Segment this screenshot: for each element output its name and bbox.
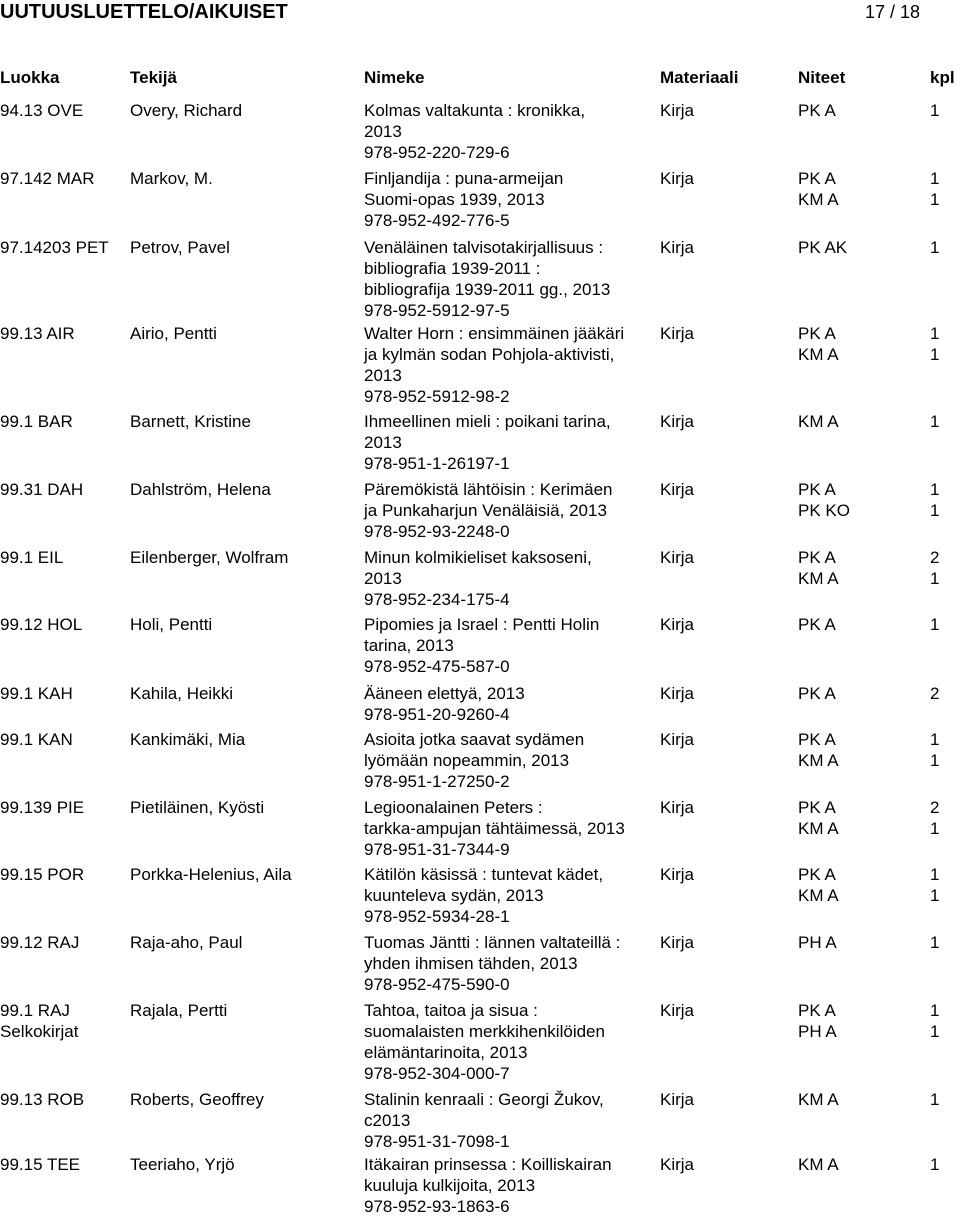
cell-kpl-line: 1 [930,886,940,905]
cell-nimeke [364,932,654,995]
page-title: UUTUUSLUETTELO/AIKUISET [0,1,288,23]
cell-nimeke [364,614,654,677]
cell-tekija-line: Kahila, Heikki [130,684,233,703]
cell-materiaali-line: Kirja [660,730,695,749]
cell-luokka-line: 97.14203 PET [0,238,109,257]
cell-luokka-line: 99.15 TEE [0,1155,81,1174]
column-header-niteet: Niteet [798,68,846,87]
cell-luokka-line: 97.142 MAR [0,169,95,188]
cell-niteet-line: PK A [798,798,836,817]
cell-nimeke-line: Walter Horn : ensimmäinen jääkäri [364,324,625,343]
cell-nimeke-line: 978-952-492-776-5 [364,211,510,230]
cell-luokka [0,100,125,121]
cell-tekija-line: Roberts, Geoffrey [130,1090,264,1109]
cell-niteet [798,932,918,953]
cell-luokka [0,237,125,258]
cell-luokka-line: 99.1 RAJ [0,1001,70,1020]
cell-niteet [798,547,918,589]
cell-nimeke-line: 978-952-93-1863-6 [364,1197,510,1216]
cell-nimeke-line: 978-952-93-2248-0 [364,522,510,541]
cell-niteet [798,1000,918,1042]
cell-niteet-line: PK A [798,1001,836,1020]
cell-luokka [0,864,125,885]
cell-materiaali [660,323,740,344]
cell-nimeke-line: elämäntarinoita, 2013 [364,1043,528,1062]
cell-kpl-line: 2 [930,684,940,703]
cell-kpl [930,864,958,906]
cell-nimeke-line: 978-951-1-26197-1 [364,454,510,473]
cell-niteet-line: KM A [798,1090,839,1109]
cell-nimeke-line: tarina, 2013 [364,636,454,655]
cell-luokka [0,1089,125,1110]
cell-nimeke [364,729,654,792]
cell-luokka-line: 99.12 RAJ [0,933,80,952]
cell-niteet-line: PK A [798,548,836,567]
cell-tekija-line: Teeriaho, Yrjö [130,1155,235,1174]
cell-niteet [798,237,918,258]
cell-nimeke [364,864,654,927]
cell-nimeke-line: 978-951-20-9260-4 [364,705,510,724]
cell-nimeke-line: tarkka-ampujan tähtäimessä, 2013 [364,819,625,838]
cell-nimeke-line: Ääneen elettyä, 2013 [364,684,525,703]
cell-nimeke-line: suomalaisten merkkihenkilöiden [364,1022,605,1041]
column-header-nimeke: Nimeke [364,68,425,87]
cell-nimeke-line: Päremökistä lähtöisin : Kerimäen [364,480,613,499]
cell-nimeke-line: 978-952-5912-97-5 [364,301,510,320]
cell-materiaali [660,100,740,121]
cell-kpl-line: 1 [930,730,940,749]
cell-tekija-line: Overy, Richard [130,101,243,120]
cell-niteet-line: PK A [798,615,836,634]
cell-tekija [130,729,360,750]
cell-materiaali [660,729,740,750]
cell-nimeke-line: Minun kolmikieliset kaksoseni, [364,548,592,567]
cell-kpl-line: 1 [930,933,940,952]
cell-materiaali-line: Kirja [660,615,695,634]
cell-kpl [930,932,958,953]
cell-materiaali-line: Kirja [660,1001,695,1020]
cell-tekija [130,683,360,704]
cell-niteet-line: PK A [798,865,836,884]
cell-materiaali-line: Kirja [660,238,695,257]
cell-tekija-line: Porkka-Helenius, Aila [130,865,292,884]
cell-nimeke-line: kuuluja kulkijoita, 2013 [364,1176,536,1195]
cell-kpl-line: 1 [930,501,940,520]
cell-materiaali [660,614,740,635]
cell-kpl [930,237,958,258]
cell-luokka-line: 99.12 HOL [0,615,83,634]
cell-tekija [130,1154,360,1175]
cell-nimeke-line: 978-951-31-7344-9 [364,840,510,859]
cell-tekija-line: Pietiläinen, Kyösti [130,798,265,817]
cell-nimeke-line: Itäkairan prinsessa : Koilliskairan [364,1155,612,1174]
cell-tekija [130,479,360,500]
cell-kpl [930,100,958,121]
cell-luokka-line: 99.1 BAR [0,412,73,431]
cell-kpl [930,729,958,771]
cell-niteet-line: PK A [798,730,836,749]
cell-materiaali-line: Kirja [660,324,695,343]
cell-nimeke-line: Tahtoa, taitoa ja sisua : [364,1001,538,1020]
cell-kpl-line: 1 [930,169,940,188]
cell-materiaali-line: Kirja [660,548,695,567]
cell-niteet-line: PH A [798,1022,837,1041]
cell-niteet [798,323,918,365]
cell-luokka-line: 94.13 OVE [0,101,84,120]
cell-kpl-line: 1 [930,238,940,257]
cell-nimeke [364,411,654,474]
cell-niteet-line: PK A [798,480,836,499]
cell-materiaali-line: Kirja [660,865,695,884]
cell-niteet-line: KM A [798,886,839,905]
cell-nimeke [364,168,654,231]
cell-materiaali [660,479,740,500]
cell-kpl-line: 1 [930,412,940,431]
cell-materiaali-line: Kirja [660,412,695,431]
cell-kpl-line: 1 [930,345,940,364]
cell-niteet-line: KM A [798,819,839,838]
cell-kpl [930,547,958,589]
cell-tekija-line: Markov, M. [130,169,213,188]
cell-nimeke-line: 978-952-475-587-0 [364,657,510,676]
cell-nimeke-line: Stalinin kenraali : Georgi Žukov, [364,1090,604,1109]
cell-niteet [798,614,918,635]
cell-tekija [130,323,360,344]
cell-kpl [930,1089,958,1110]
cell-materiaali-line: Kirja [660,798,695,817]
cell-niteet-line: KM A [798,412,839,431]
cell-materiaali [660,547,740,568]
cell-luokka [0,614,125,635]
cell-tekija-line: Petrov, Pavel [130,238,230,257]
cell-niteet-line: PH A [798,933,837,952]
cell-luokka-line: 99.15 POR [0,865,85,884]
cell-tekija [130,100,360,121]
cell-niteet [798,864,918,906]
cell-luokka [0,1000,125,1042]
cell-niteet-line: PK A [798,101,836,120]
cell-nimeke-line: lyömään nopeammin, 2013 [364,751,570,770]
cell-nimeke [364,1154,654,1217]
cell-luokka [0,729,125,750]
column-header-tekija: Tekijä [130,68,177,87]
cell-nimeke-line: bibliografija 1939-2011 gg., 2013 [364,280,611,299]
cell-niteet-line: PK A [798,169,836,188]
cell-tekija-line: Barnett, Kristine [130,412,251,431]
cell-kpl-line: 1 [930,569,940,588]
cell-materiaali [660,411,740,432]
cell-kpl [930,683,958,704]
cell-materiaali [660,1089,740,1110]
cell-niteet-line: PK A [798,684,836,703]
cell-kpl [930,1154,958,1175]
cell-materiaali-line: Kirja [660,933,695,952]
cell-kpl-line: 1 [930,751,940,770]
cell-nimeke-line: 978-952-304-000-7 [364,1064,510,1083]
cell-nimeke-line: 2013 [364,569,402,588]
cell-luokka [0,797,125,818]
cell-luokka [0,411,125,432]
cell-nimeke-line: Venäläinen talvisotakirjallisuus : [364,238,604,257]
cell-luokka [0,479,125,500]
cell-tekija [130,237,360,258]
cell-kpl-line: 1 [930,615,940,634]
cell-tekija [130,168,360,189]
cell-materiaali-line: Kirja [660,480,695,499]
cell-nimeke-line: kuunteleva sydän, 2013 [364,886,544,905]
cell-materiaali-line: Kirja [660,1155,695,1174]
cell-materiaali [660,237,740,258]
cell-tekija [130,932,360,953]
cell-tekija [130,1089,360,1110]
cell-kpl-line: 2 [930,548,940,567]
cell-nimeke-line: Kolmas valtakunta : kronikka, [364,101,586,120]
cell-nimeke-line: 978-952-475-590-0 [364,975,510,994]
cell-tekija [130,797,360,818]
cell-nimeke [364,1089,654,1152]
cell-nimeke-line: 2013 [364,122,402,141]
cell-materiaali-line: Kirja [660,684,695,703]
cell-luokka [0,1154,125,1175]
cell-tekija [130,614,360,635]
cell-luokka-line: 99.1 KAN [0,730,73,749]
cell-luokka-line: 99.13 ROB [0,1090,85,1109]
cell-materiaali [660,683,740,704]
cell-luokka-line: 99.1 EIL [0,548,64,567]
cell-kpl [930,614,958,635]
cell-nimeke-line: Suomi-opas 1939, 2013 [364,190,545,209]
cell-niteet [798,797,918,839]
cell-nimeke-line: 2013 [364,366,402,385]
cell-tekija-line: Kankimäki, Mia [130,730,246,749]
cell-nimeke-line: Ihmeellinen mieli : poikani tarina, [364,412,611,431]
cell-luokka [0,168,125,189]
cell-tekija [130,547,360,568]
cell-luokka [0,932,125,953]
cell-tekija-line: Rajala, Pertti [130,1001,228,1020]
cell-nimeke-line: Tuomas Jäntti : lännen valtateillä : [364,933,621,952]
cell-nimeke-line: ja Punkaharjun Venäläisiä, 2013 [364,501,607,520]
cell-kpl [930,1000,958,1042]
cell-nimeke-line: 978-952-234-175-4 [364,590,510,609]
cell-nimeke [364,100,654,163]
cell-nimeke-line: 978-952-5912-98-2 [364,387,510,406]
cell-materiaali [660,932,740,953]
cell-luokka-line: 99.31 DAH [0,480,84,499]
cell-nimeke-line: Asioita jotka saavat sydämen [364,730,585,749]
cell-kpl-line: 1 [930,819,940,838]
cell-nimeke [364,237,654,321]
cell-kpl-line: 1 [930,190,940,209]
cell-kpl-line: 1 [930,101,940,120]
cell-kpl [930,168,958,210]
cell-tekija-line: Airio, Pentti [130,324,217,343]
cell-niteet-line: PK KO [798,501,850,520]
cell-niteet-line: PK A [798,324,836,343]
cell-tekija [130,864,360,885]
cell-luokka-line: 99.1 KAH [0,684,73,703]
page-number: 17 / 18 [864,2,920,22]
cell-nimeke-line: bibliografia 1939-2011 : [364,259,541,278]
cell-niteet-line: KM A [798,751,839,770]
cell-materiaali [660,1154,740,1175]
cell-materiaali-line: Kirja [660,1090,695,1109]
cell-luokka-line: Selkokirjat [0,1022,79,1041]
cell-niteet-line: KM A [798,345,839,364]
cell-nimeke-line: yhden ihmisen tähden, 2013 [364,954,578,973]
cell-materiaali-line: Kirja [660,169,695,188]
cell-materiaali-line: Kirja [660,101,695,120]
cell-kpl-line: 1 [930,1022,940,1041]
cell-materiaali [660,797,740,818]
cell-niteet [798,168,918,210]
cell-nimeke-line: 978-951-1-27250-2 [364,772,510,791]
cell-luokka [0,547,125,568]
cell-tekija-line: Holi, Pentti [130,615,213,634]
cell-nimeke-line: 978-952-5934-28-1 [364,907,510,926]
cell-kpl-line: 1 [930,1155,940,1174]
cell-kpl-line: 1 [930,865,940,884]
cell-materiaali [660,864,740,885]
cell-nimeke-line: 978-951-31-7098-1 [364,1132,510,1151]
cell-tekija-line: Dahlström, Helena [130,480,271,499]
cell-nimeke [364,797,654,860]
cell-nimeke-line: 2013 [364,433,402,452]
cell-niteet [798,100,918,121]
cell-niteet [798,729,918,771]
cell-kpl-line: 2 [930,798,940,817]
column-header-materiaali: Materiaali [660,68,739,87]
cell-nimeke-line: Finljandija : puna-armeijan [364,169,564,188]
cell-nimeke-line: 978-952-220-729-6 [364,143,510,162]
cell-tekija-line: Eilenberger, Wolfram [130,548,289,567]
cell-niteet [798,411,918,432]
cell-kpl [930,479,958,521]
cell-materiaali [660,168,740,189]
cell-niteet [798,1154,918,1175]
cell-niteet-line: PK AK [798,238,848,257]
cell-luokka-line: 99.13 AIR [0,324,75,343]
column-header-luokka: Luokka [0,68,60,87]
cell-luokka [0,683,125,704]
cell-niteet [798,1089,918,1110]
cell-nimeke [364,683,654,725]
cell-materiaali [660,1000,740,1021]
cell-nimeke [364,323,654,407]
cell-luokka [0,323,125,344]
cell-nimeke-line: Legioonalainen Peters : [364,798,543,817]
cell-kpl [930,411,958,432]
cell-nimeke-line: Kätilön käsissä : tuntevat kädet, [364,865,604,884]
cell-kpl-line: 1 [930,1090,940,1109]
cell-nimeke [364,1000,654,1084]
cell-tekija [130,411,360,432]
cell-niteet [798,683,918,704]
cell-kpl [930,323,958,365]
cell-niteet-line: KM A [798,1155,839,1174]
cell-luokka-line: 99.139 PIE [0,798,85,817]
cell-nimeke-line: Pipomies ja Israel : Pentti Holin [364,615,600,634]
cell-kpl-line: 1 [930,1001,940,1020]
cell-tekija-line: Raja-aho, Paul [130,933,243,952]
cell-kpl-line: 1 [930,324,940,343]
cell-nimeke [364,479,654,542]
cell-tekija [130,1000,360,1021]
cell-nimeke-line: ja kylmän sodan Pohjola-aktivisti, [364,345,615,364]
cell-nimeke [364,547,654,610]
column-header-kpl: kpl [930,68,955,87]
cell-kpl [930,797,958,839]
cell-nimeke-line: c2013 [364,1111,411,1130]
cell-niteet [798,479,918,521]
cell-kpl-line: 1 [930,480,940,499]
cell-niteet-line: KM A [798,190,839,209]
cell-niteet-line: KM A [798,569,839,588]
